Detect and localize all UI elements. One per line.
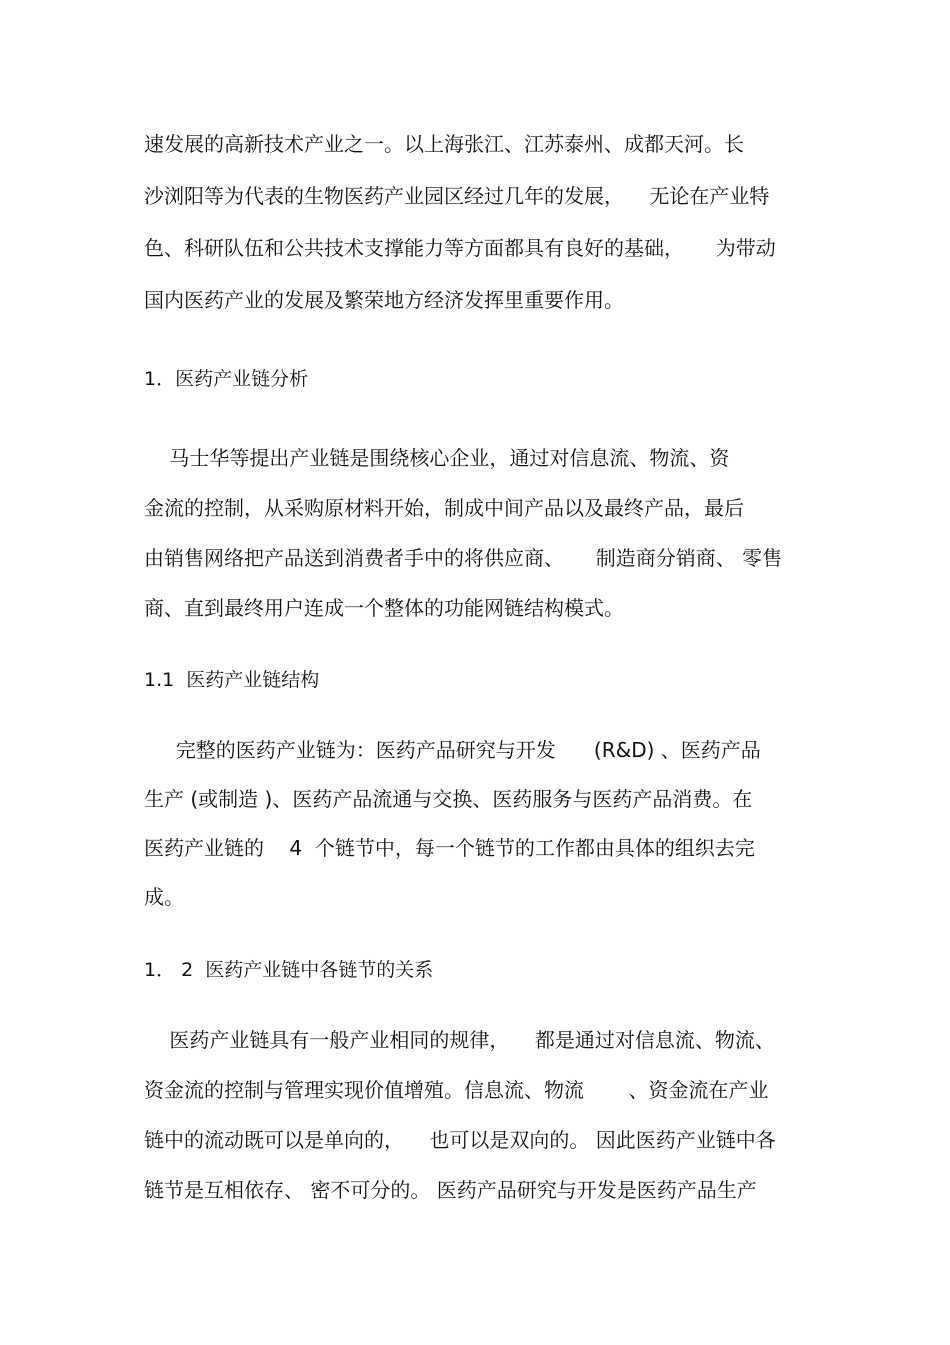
section-1-1-line: 医药产业链的 4 个链节中，每一个链节的工作都由具体的组织去完 <box>144 836 755 860</box>
section-1-line: 商、直到最终用户连成一个整体的功能网链结构模式。 <box>144 596 624 620</box>
section-1-line: 由销售网络把产品送到消费者手中的将供应商、 制造商分销商、 零售 <box>144 546 783 570</box>
section-1-line: 马士华等提出产业链是围绕核心企业，通过对信息流、物流、资 <box>144 446 730 470</box>
section-1-1-line: 完整的医药产业链为：医药产品研究与开发 (R&D) 、医药产品 <box>144 738 761 762</box>
section-1-2-line: 资金流的控制与管理实现价值增殖。信息流、物流 、资金流在产业 <box>144 1078 769 1102</box>
intro-line: 沙浏阳等为代表的生物医药产业园区经过几年的发展， 无论在产业特 <box>144 184 770 208</box>
section-1-1-line: 生产 (或制造 )、医药产品流通与交换、医药服务与医药产品消费。在 <box>144 787 753 811</box>
section-heading-1: 1．医药产业链分析 <box>144 368 309 390</box>
intro-line: 速发展的高新技术产业之一。以上海张江、江苏泰州、成都天河。长 <box>144 132 744 156</box>
intro-line: 国内医药产业的发展及繁荣地方经济发挥里重要作用。 <box>144 288 624 312</box>
section-1-2-line: 链节是互相依存、 密不可分的。 医药产品研究与开发是医药产品生产 <box>144 1178 757 1202</box>
section-heading-1-1: 1.1 医药产业链结构 <box>144 669 320 691</box>
section-1-2-line: 链中的流动既可以是单向的， 也可以是双向的。 因此医药产业链中各 <box>144 1128 776 1152</box>
section-1-1-line: 成。 <box>144 885 184 909</box>
intro-line: 色、科研队伍和公共技术支撑能力等方面都具有良好的基础， 为带动 <box>144 236 776 260</box>
section-1-2-line: 医药产业链具有一般产业相同的规律， 都是通过对信息流、物流、 <box>144 1028 775 1052</box>
section-1-line: 金流的控制，从采购原材料开始，制成中间产品以及最终产品，最后 <box>144 496 744 520</box>
section-heading-1-2: 1． 2 医药产业链中各链节的关系 <box>144 959 434 981</box>
